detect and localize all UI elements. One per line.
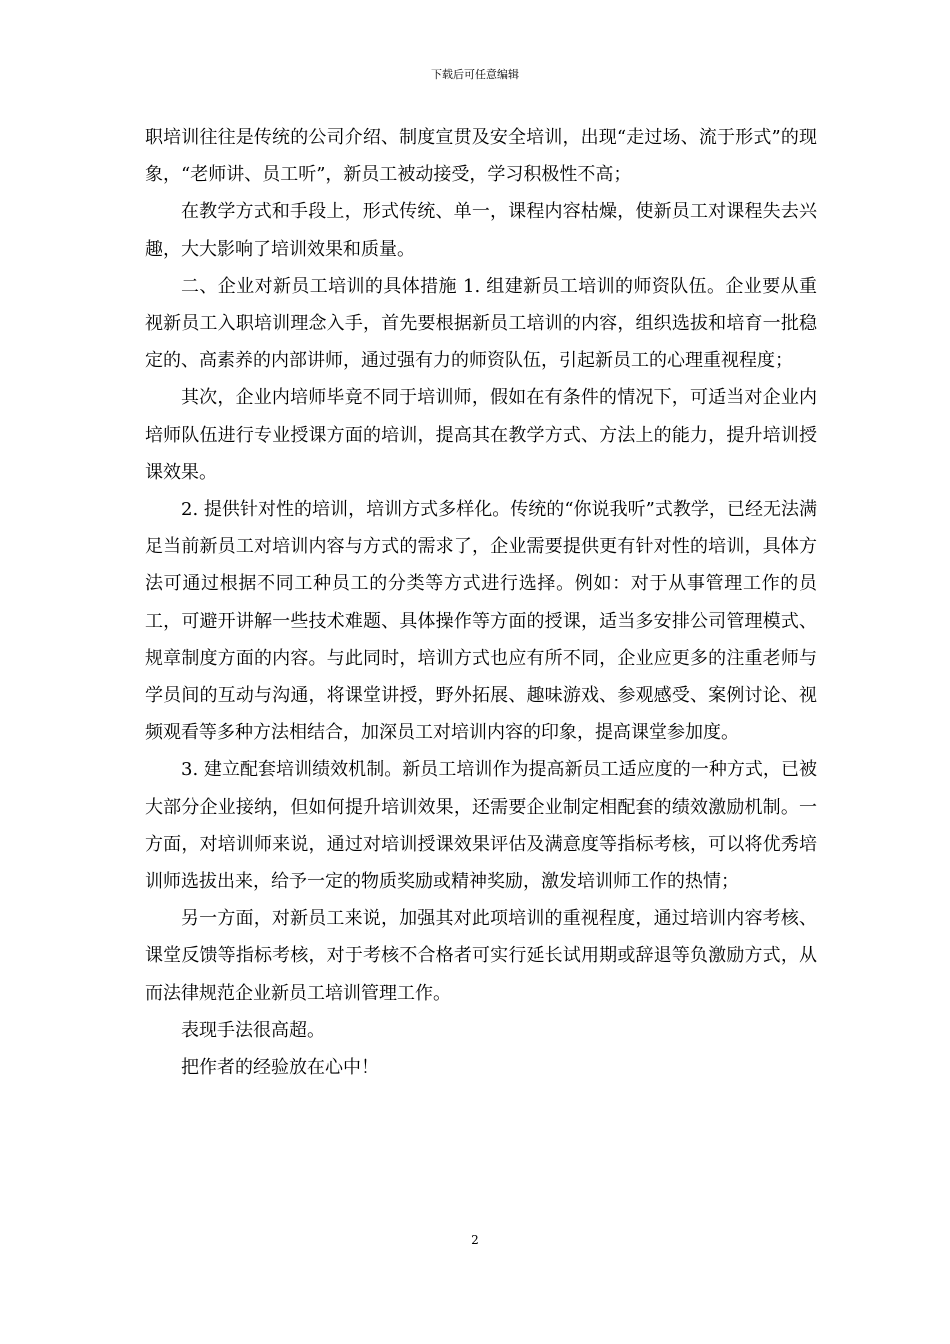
page-number: 2 <box>471 1233 479 1247</box>
paragraph-9: 把作者的经验放在心中！ <box>181 1057 379 1079</box>
paragraph-7: 另一方面，对新员工来说，加强其对此项培训的重视程度，通过培训内容考核、课堂反馈等指标考核，对于考核不合格者可实行延长试用期或辞退等负激励方式，从而法律规范企业新员工培训管理工作。 <box>145 908 817 1004</box>
document-body <box>145 119 817 1086</box>
paragraph-6: 3. 建立配套培训绩效机制。新员工培训作为提高新员工适应度的一种方式，已被大部分企业接纳，但如何提升培训效果，还需要企业制定相配套的绩效激励机制。一方面，对培训师来说，通过对培训授课效果评估及满意度等指标考核，可以将优秀培训师选拔出来，给予一定的物质奖励或精神奖励，激发培训师工作的热情； <box>145 759 817 893</box>
paragraph-5: 2. 提供针对性的培训，培训方式多样化。传统的“你说我听”式教学，已经无法满足当前新员工对培训内容与方式的需求了，企业需要提供更有针对性的培训，具体方法可通过根据不同工种员工的分类等方式进行选择。例如：对于从事管理工作的员工，可避开讲解一些技术难题、具体操作等方面的授课，适当多安排公司管理模式、规章制度方面的内容。与此同时，培训方式也应有所不同，企业应更多的注重老师与学员间的互动与沟通，将课堂讲授，野外拓展、趣味游戏、参观感受、案例讨论、视频观看等多种方法相结合，加深员工对培训内容的印象，提高课堂参加度。 <box>145 499 817 744</box>
paragraph-3: 二、企业对新员工培训的具体措施 1. 组建新员工培训的师资队伍。企业要从重视新员工入职培训理念入手，首先要根据新员工培训的内容，组织选拔和培育一批稳定的、高素养的内部讲师，通过强有力的师资队伍，引起新员工的心理重视程度； <box>145 275 817 372</box>
paragraph-2: 在教学方式和手段上，形式传统、单一，课程内容枯燥，使新员工对课程失去兴趣，大大影响了培训效果和质量。 <box>145 201 817 260</box>
page-header: 下载后可任意编辑 <box>431 68 519 81</box>
paragraph-1: 职培训往往是传统的公司介绍、制度宣贯及安全培训，出现“走过场、流于形式”的现象，“老师讲、员工听”，新员工被动接受，学习积极性不高； <box>145 127 817 186</box>
paragraph-8: 表现手法很高超。 <box>181 1019 325 1041</box>
paragraph-4: 其次，企业内培师毕竟不同于培训师，假如在有条件的情况下，可适当对企业内培师队伍进行专业授课方面的培训，提高其在教学方式、方法上的能力，提升培训授课效果。 <box>145 387 817 483</box>
